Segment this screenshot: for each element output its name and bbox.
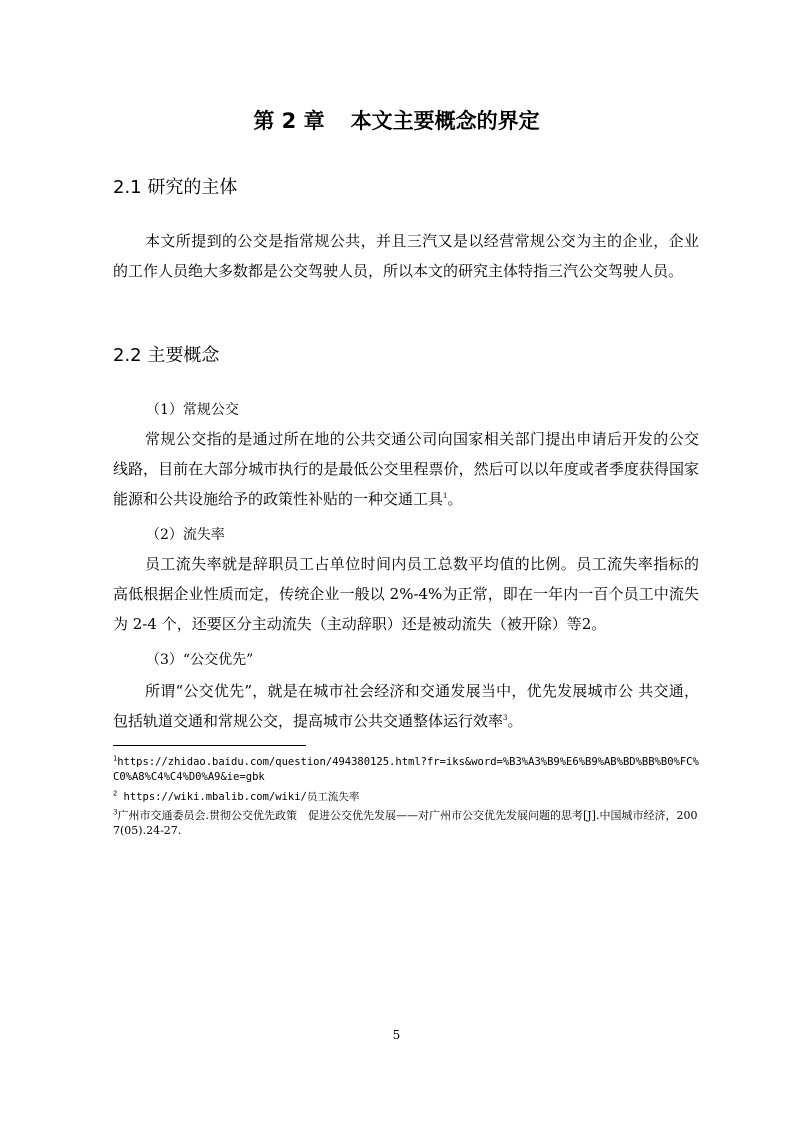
- footnote-1-link[interactable]: https://zhidao.baidu.com/question/494380125.html?fr=iks&word=%B3%A3%B9%E6%B9%AB%BD%BB%B0%FC%C0%A8%C4%C4%D0%A9&ie=gbk: [113, 756, 699, 783]
- item-1-paragraph: [113, 424, 699, 514]
- section-heading-2-1: 2.1 研究的主体: [113, 177, 238, 198]
- footnote-divider: [113, 745, 306, 746]
- item-1-end: 。: [447, 490, 463, 508]
- footnote-2-mark: 2: [113, 789, 118, 798]
- footnote-3-text: 广州市交通委员会.贯彻公交优先政策 促进公交优先发展——对广州市公交优先发展问题的思考[J].中国城市经济，2007(05).24-27.: [113, 809, 698, 837]
- item-1-text: 常规公交指的是通过所在地的公共交通公司向国家相关部门提出申请后开发的公交线路，目前在大部分城市执行的是最低公交里程票价，然后可以以年度或者季度获得国家能源和公共设施给予的政策性补贴的一种交通工具: [113, 430, 699, 508]
- footnote-1-mark: 1: [113, 754, 118, 763]
- section-heading-2-2: 2.2 主要概念: [113, 345, 220, 366]
- footnote-2-link[interactable]: https://wiki.mbalib.com/wiki/员工流失率: [117, 791, 360, 803]
- page-number: 5: [392, 1028, 401, 1042]
- footnote-2: [113, 790, 699, 805]
- item-2-title: （2）流失率: [146, 527, 225, 543]
- footnote-3-mark: 3: [113, 808, 118, 817]
- item-3-title: （3）“公交优先”: [146, 652, 254, 668]
- footnote-ref-3[interactable]: 3: [503, 714, 508, 722]
- footnote-1: [113, 755, 699, 785]
- item-2-paragraph: 员工流失率就是辞职员工占单位时间内员工总数平均值的比例。员工流失率指标的高低根据企业性质而定，传统企业一般以 2%-4%为正常，即在一年内一百个员工中流失为 2-4 个，还要区分主动流失（主动辞职）还是被动流失（被开除）等2。: [113, 555, 699, 633]
- chapter-title: [0, 106, 793, 136]
- chapter-number: 第 2 章: [253, 109, 325, 133]
- item-3-text: 所谓“公交优先”，就是在城市社会经济和交通发展当中，优先发展城市公 共交通，包括轨道交通和常规公交，提高城市公共交通整体运行效率: [113, 682, 699, 730]
- item-3-paragraph: [113, 676, 699, 736]
- footnote-ref-1[interactable]: 1: [443, 492, 448, 500]
- item-1-title: （1）常规公交: [146, 402, 239, 418]
- section-2-1-paragraph: 本文所提到的公交是指常规公共，并且三汽又是以经营常规公交为主的企业，企业的工作人员绝大多数都是公交驾驶人员，所以本文的研究主体特指三汽公交驾驶人员。: [113, 232, 699, 280]
- item-3-end: 。: [507, 712, 523, 730]
- footnote-3: [113, 808, 699, 838]
- chapter-title-text: 本文主要概念的界定: [350, 109, 540, 133]
